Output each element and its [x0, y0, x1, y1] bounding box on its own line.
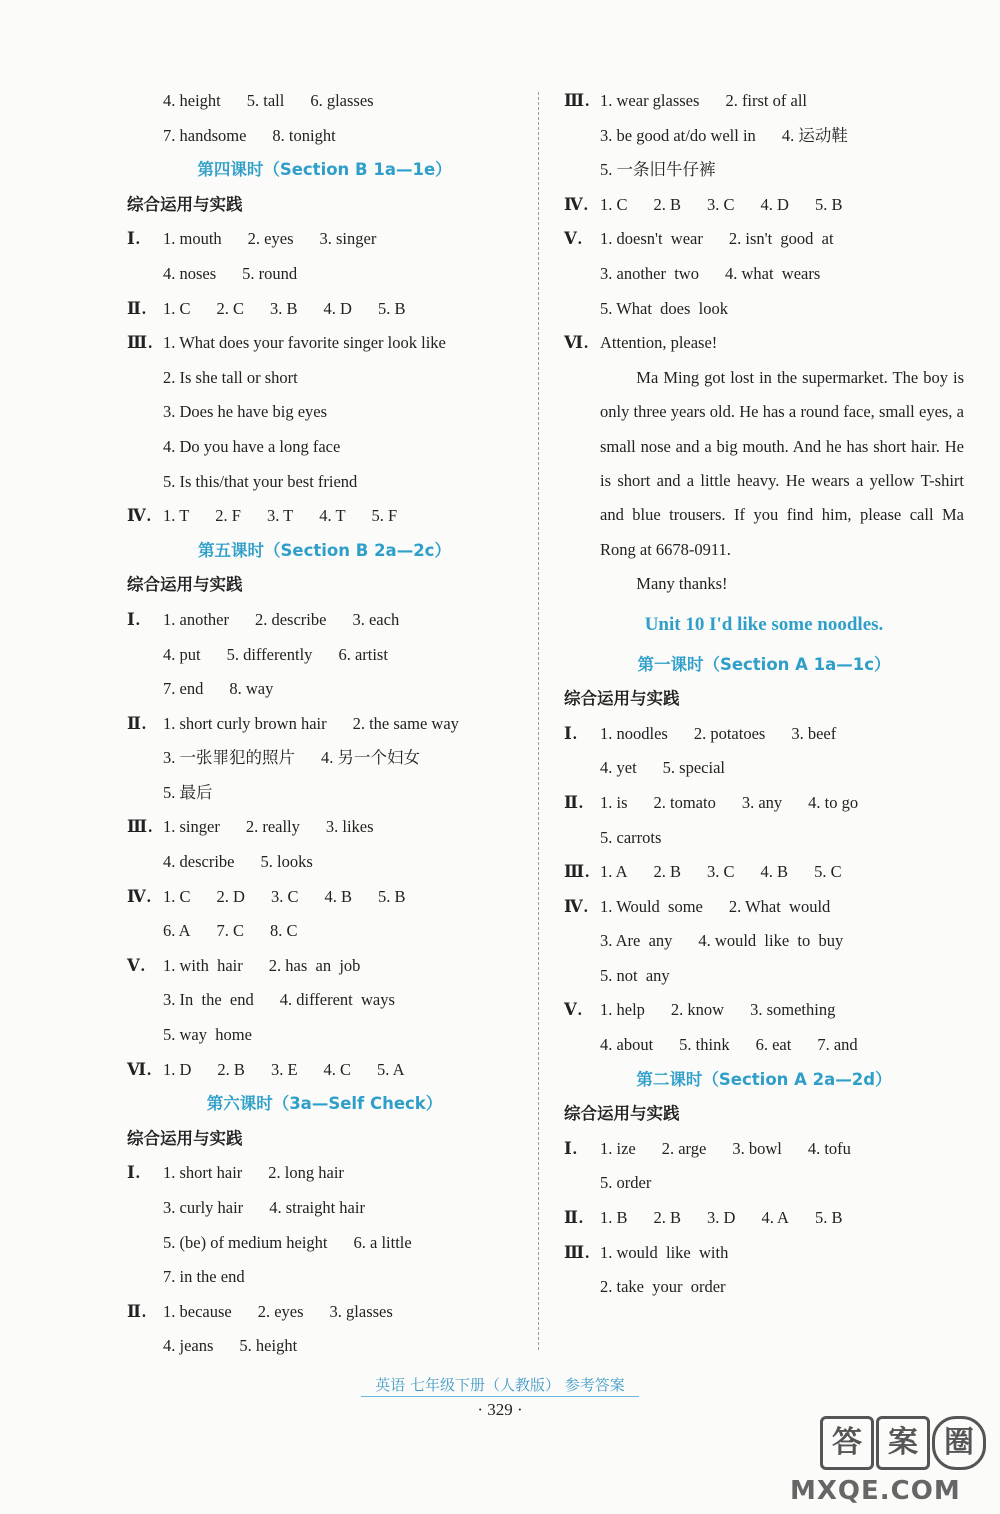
- answer-line: [127, 1156, 522, 1191]
- answer-item: 1. D: [163, 1059, 192, 1079]
- answer-item: 5. B: [814, 194, 843, 214]
- answer-line: [127, 776, 522, 811]
- answer-item: 5. C: [814, 862, 842, 882]
- answer-line: [564, 751, 964, 786]
- question-number: Ⅴ.: [127, 955, 146, 975]
- answer-line: [127, 1329, 522, 1364]
- answer-item: 2. the same way: [352, 713, 459, 733]
- answer-item: 5. 一条旧牛仔裤: [600, 160, 716, 180]
- answer-item: 5. B: [377, 886, 406, 906]
- answer-item: 2. take your order: [600, 1277, 726, 1297]
- answer-item: 2. F: [215, 506, 241, 526]
- answer-item: 1. ize: [600, 1138, 636, 1158]
- question-number: Ⅱ.: [127, 713, 148, 733]
- answer-item: 4. tofu: [807, 1138, 851, 1158]
- answer-item: 5. What does look: [600, 298, 729, 318]
- answer-line: [564, 1270, 964, 1305]
- answer-item: 4. 另一个妇女: [321, 748, 420, 768]
- answer-line: [127, 707, 522, 742]
- paragraph-text: Many thanks!: [636, 574, 728, 594]
- answer-item: 3. D: [707, 1208, 736, 1228]
- answer-item: 3. bowl: [732, 1138, 782, 1158]
- answer-line: [127, 1053, 522, 1088]
- answer-line: [127, 257, 522, 292]
- subheading: 综合运用与实践: [127, 194, 243, 214]
- answer-item: 3. something: [750, 1000, 836, 1020]
- answer-item: 1. T: [163, 506, 190, 526]
- footer-title: 英语 七年级下册（人教版） 参考答案: [361, 1374, 639, 1397]
- question-number: Ⅱ.: [127, 1301, 148, 1321]
- watermark-char: 案: [876, 1416, 930, 1470]
- answer-item: 1. wear glasses: [600, 91, 700, 110]
- subheading: 综合运用与实践: [564, 689, 680, 709]
- answer-item: 4. A: [761, 1208, 789, 1228]
- answer-item: 5. round: [242, 263, 298, 283]
- answer-item: 2. isn't good at: [728, 229, 834, 249]
- answer-line: [127, 845, 522, 880]
- answer-item: Attention, please!: [600, 333, 718, 353]
- answer-item: 1. short curly brown hair: [163, 713, 327, 733]
- answer-line: [127, 1191, 522, 1226]
- answer-item: 1. noodles: [600, 723, 668, 743]
- answer-line: [127, 395, 522, 430]
- answer-item: 5. Is this/that your best friend: [163, 471, 358, 491]
- question-number: Ⅲ.: [564, 91, 591, 110]
- question-number: Ⅲ.: [127, 333, 154, 353]
- answer-item: 4. straight hair: [269, 1198, 365, 1217]
- watermark-char: 圈: [932, 1416, 986, 1470]
- answer-line: [564, 890, 964, 925]
- section-heading: 第六课时（3a—Self Check）: [206, 1094, 443, 1114]
- answer-line: [564, 855, 964, 890]
- answer-item: 1. would like with: [600, 1242, 729, 1262]
- answer-line: [564, 1166, 964, 1201]
- answer-item: 4. noses: [163, 263, 217, 283]
- unit-title: Unit 10 I'd like some noodles.: [644, 613, 884, 635]
- answer-item: 5. looks: [260, 852, 313, 872]
- answer-item: 2. eyes: [247, 229, 294, 249]
- answer-item: 4. put: [163, 644, 201, 664]
- answer-item: 4. describe: [163, 852, 235, 872]
- answer-item: 2. arge: [661, 1138, 707, 1158]
- book-footer: [0, 1374, 1000, 1397]
- answer-line: [564, 326, 964, 361]
- subheading: 综合运用与实践: [564, 1104, 680, 1124]
- answer-item: 6. artist: [338, 644, 388, 664]
- answer-item: 1. doesn't wear: [600, 229, 703, 249]
- answer-item: 2. tomato: [653, 792, 716, 812]
- answer-item: 7. and: [817, 1035, 858, 1055]
- answer-line: [564, 222, 964, 257]
- answer-line: [127, 222, 522, 257]
- answer-item: 1. C: [163, 886, 191, 906]
- answer-item: 2. What would: [728, 896, 831, 916]
- answer-line: [127, 949, 522, 984]
- subheading: 综合运用与实践: [127, 575, 243, 595]
- answer-line: [564, 924, 964, 959]
- answer-line: [127, 983, 522, 1018]
- answer-item: 3. 一张罪犯的照片: [163, 748, 295, 768]
- column-divider: [538, 92, 539, 1350]
- answer-line: [127, 914, 522, 949]
- answer-line: [127, 741, 522, 776]
- answer-line: [127, 1295, 522, 1330]
- answer-line: [127, 326, 522, 361]
- answer-item: 1. B: [600, 1208, 628, 1228]
- answer-item: 5. way home: [163, 1025, 252, 1045]
- answer-line: [127, 361, 522, 396]
- answer-item: 1. Would some: [600, 896, 703, 916]
- question-number: Ⅰ.: [564, 1138, 578, 1158]
- answer-line: [564, 959, 964, 994]
- answer-item: 3. any: [741, 792, 783, 812]
- answer-item: 3. curly hair: [163, 1198, 244, 1217]
- question-number: Ⅳ.: [127, 886, 152, 906]
- section-heading: 第四课时（Section B 1a—1e）: [197, 160, 452, 180]
- answer-item: 5. (be) of medium height: [163, 1232, 328, 1252]
- answer-item: 2. B: [653, 862, 682, 882]
- answer-item: 3. beef: [791, 723, 837, 743]
- answer-item: 2. B: [217, 1059, 245, 1079]
- paragraph-text: Ma Ming got lost in the supermarket. The boy is only three years old. He has a round face, small eyes, a small nose and a big mouth. And he has short hair. He is short and a little heavy. He wears a yellow T-shirt and blue trousers. If you find him, please call Ma Rong at 6678-0911.: [600, 367, 964, 559]
- answer-line: [564, 821, 964, 856]
- right-column: [564, 84, 964, 1305]
- answer-item: 6. glasses: [310, 91, 374, 110]
- answer-item: 4. what wears: [724, 263, 821, 283]
- answer-item: 6. A: [163, 921, 191, 941]
- answer-line: [564, 84, 964, 119]
- answer-item: 1. is: [600, 792, 628, 812]
- answer-line: [127, 672, 522, 707]
- notice-paragraph: [564, 567, 964, 601]
- answer-item: 4. different ways: [279, 990, 395, 1010]
- question-number: Ⅵ.: [127, 1059, 153, 1079]
- page-number: · 329 ·: [477, 1400, 523, 1419]
- question-number: Ⅱ.: [564, 792, 585, 812]
- answer-item: 2. know: [670, 1000, 725, 1020]
- answer-item: 3. C: [270, 886, 299, 906]
- answer-item: 5. B: [377, 298, 406, 318]
- watermark-logo: [790, 1416, 990, 1506]
- answer-item: 3. each: [352, 609, 400, 629]
- answer-item: 3. singer: [319, 229, 377, 249]
- answer-line: [564, 1028, 964, 1063]
- answer-line: [564, 153, 964, 188]
- answer-line: [564, 292, 964, 327]
- answer-item: 1. with hair: [163, 955, 243, 975]
- answer-item: 7. in the end: [163, 1267, 245, 1287]
- answer-item: 4. to go: [808, 792, 859, 812]
- answer-item: 5. order: [600, 1173, 652, 1193]
- answer-item: 4. would like to buy: [698, 931, 844, 951]
- answer-item: 1. C: [600, 194, 628, 214]
- answer-item: 8. way: [229, 679, 274, 699]
- question-number: Ⅱ.: [127, 298, 148, 318]
- answer-item: 5. 最后: [163, 782, 213, 802]
- answer-item: 2. has an job: [268, 955, 361, 975]
- answer-item: 5. special: [662, 758, 725, 778]
- answer-item: 3. C: [707, 194, 735, 214]
- answer-line: [564, 717, 964, 752]
- question-number: Ⅲ.: [564, 1242, 591, 1262]
- answer-item: 8. tonight: [272, 125, 336, 145]
- left-column: [127, 84, 522, 1364]
- answer-item: 1. mouth: [163, 229, 222, 249]
- question-number: Ⅲ.: [564, 862, 591, 882]
- answer-item: 7. C: [216, 921, 245, 941]
- answer-line: [127, 292, 522, 327]
- answer-item: 3. Are any: [600, 931, 673, 951]
- answer-item: 2. B: [653, 194, 682, 214]
- answer-line: [127, 465, 522, 500]
- question-number: Ⅰ.: [564, 723, 578, 743]
- answer-item: 5. think: [679, 1035, 730, 1055]
- answer-line: [564, 1236, 964, 1271]
- answer-item: 4. T: [319, 506, 346, 526]
- answer-line: [127, 1018, 522, 1053]
- question-number: Ⅰ.: [127, 1163, 141, 1183]
- answer-item: 4. B: [760, 862, 789, 882]
- answer-line: [127, 880, 522, 915]
- answer-item: 1. short hair: [163, 1163, 243, 1183]
- answer-item: 4. B: [324, 886, 352, 906]
- answer-item: 1. singer: [163, 817, 220, 837]
- answer-item: 2. B: [653, 1208, 682, 1228]
- answer-line: [564, 188, 964, 223]
- answer-item: 2. potatoes: [693, 723, 766, 743]
- answer-item: 2. long hair: [268, 1163, 344, 1183]
- answer-item: 1. C: [163, 298, 191, 318]
- answer-item: 3. glasses: [329, 1301, 393, 1321]
- answer-item: 5. not any: [600, 965, 670, 985]
- answer-item: 4. height: [163, 91, 221, 110]
- answer-item: 4. about: [600, 1035, 654, 1055]
- answer-item: 4. Do you have a long face: [163, 436, 341, 456]
- answer-item: 1. A: [600, 862, 628, 882]
- section-heading: 第五课时（Section B 2a—2c）: [198, 540, 451, 560]
- answer-item: 2. eyes: [257, 1301, 304, 1321]
- answer-line: [127, 603, 522, 638]
- answer-item: 5. F: [371, 506, 398, 526]
- answer-item: 3. another two: [600, 263, 699, 283]
- answer-item: 3. likes: [325, 817, 374, 837]
- notice-paragraph: [564, 361, 964, 567]
- answer-item: 4. 运动鞋: [781, 125, 848, 145]
- answer-item: 2. describe: [254, 609, 327, 629]
- question-number: Ⅳ.: [564, 194, 589, 214]
- answer-item: 3. Does he have big eyes: [163, 402, 328, 422]
- answer-item: 3. be good at/do well in: [600, 125, 756, 145]
- watermark-char: 答: [820, 1416, 874, 1470]
- subheading: 综合运用与实践: [127, 1128, 243, 1148]
- answer-line: [127, 810, 522, 845]
- section-heading: 第一课时（Section A 1a—1c）: [637, 654, 891, 674]
- answer-item: 8. C: [270, 921, 298, 941]
- answer-item: 4. D: [760, 194, 789, 214]
- answer-item: 4. C: [323, 1059, 352, 1079]
- answer-item: 1. help: [600, 1000, 645, 1020]
- answer-line: [127, 638, 522, 673]
- answer-item: 2. D: [216, 886, 245, 906]
- answer-item: 6. a little: [353, 1232, 412, 1252]
- answer-item: 1. because: [163, 1301, 232, 1321]
- answer-item: 1. another: [163, 609, 229, 629]
- answer-item: 2. C: [216, 298, 245, 318]
- answer-line: [564, 993, 964, 1028]
- answer-item: 1. What does your favorite singer look like: [163, 333, 446, 353]
- answer-item: 4. yet: [600, 758, 637, 778]
- question-number: Ⅰ.: [127, 609, 141, 629]
- answer-item: 5. carrots: [600, 827, 662, 847]
- answer-item: 5. differently: [226, 644, 313, 664]
- answer-item: 5. A: [377, 1059, 405, 1079]
- answer-line: [127, 499, 522, 534]
- answer-line: [564, 786, 964, 821]
- answer-line: [564, 119, 964, 154]
- question-number: Ⅳ.: [564, 896, 589, 916]
- answer-line: [127, 84, 522, 119]
- question-number: Ⅲ.: [127, 817, 154, 837]
- question-number: Ⅰ.: [127, 229, 141, 249]
- answer-item: 3. In the end: [163, 990, 254, 1010]
- answer-item: 2. really: [245, 817, 300, 837]
- answer-item: 6. eat: [755, 1035, 792, 1055]
- answer-line: [127, 119, 522, 154]
- answer-line: [127, 430, 522, 465]
- answer-line: [564, 1201, 964, 1236]
- section-heading: 第二课时（Section A 2a—2d）: [636, 1069, 892, 1089]
- answer-line: [127, 1226, 522, 1261]
- answer-item: 2. first of all: [725, 91, 808, 110]
- answer-item: 4. jeans: [163, 1336, 214, 1356]
- answer-item: 3. B: [270, 298, 298, 318]
- answer-item: 5. tall: [246, 91, 285, 110]
- question-number: Ⅴ.: [564, 1000, 583, 1020]
- answer-item: 7. handsome: [163, 125, 247, 145]
- question-number: Ⅳ.: [127, 506, 152, 526]
- answer-item: 4. D: [323, 298, 352, 318]
- answer-item: 3. T: [266, 506, 294, 526]
- answer-item: 5. height: [239, 1336, 298, 1356]
- answer-item: 5. B: [814, 1208, 843, 1228]
- answer-line: [564, 1132, 964, 1167]
- question-number: Ⅵ.: [564, 333, 590, 353]
- question-number: Ⅴ.: [564, 229, 583, 249]
- answer-line: [127, 1260, 522, 1295]
- answer-item: 2. Is she tall or short: [163, 367, 298, 387]
- answer-item: 7. end: [163, 679, 204, 699]
- answer-item: 3. E: [270, 1059, 298, 1079]
- answer-item: 3. C: [707, 862, 735, 882]
- watermark-url: MXQE.COM: [790, 1476, 961, 1506]
- answer-line: [564, 257, 964, 292]
- question-number: Ⅱ.: [564, 1208, 585, 1228]
